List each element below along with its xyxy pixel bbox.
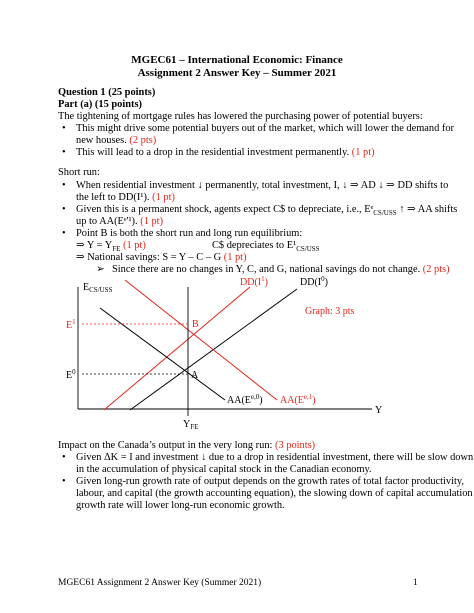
points-label: (1 pt)	[140, 216, 164, 227]
dd-old-label: $DD(I^0)$	[300, 275, 328, 288]
subscript: FE	[112, 245, 121, 254]
q-bullet-2-text: This will lead to a drop in the residential investment permanently.	[76, 147, 350, 158]
points-label: (1 pt)	[123, 240, 146, 251]
part-heading: Part (a) (15 points)	[58, 99, 142, 110]
bullet-icon: •	[62, 147, 66, 158]
points-label: (2 pts)	[129, 135, 157, 146]
sr-bullet-3: Point B is both the short run and long run equilibrium:	[76, 228, 303, 239]
yfe-label: $Y_{FE}$	[183, 419, 199, 431]
q-bullet-1-text: new houses.	[76, 135, 127, 146]
points-label: (1 pt)	[351, 147, 375, 158]
doc-title: MGEC61 – International Economic: Finance	[131, 54, 343, 66]
lr-bullet-1-line-2: in the accumulation of physical capital stock in the Canadian economy.	[76, 464, 372, 475]
lr-bullet-2-line-3: growth rate will lower long-run economic growth.	[76, 500, 285, 511]
point-a-label: A	[191, 370, 199, 381]
sub-bullet-icon: ➢	[96, 264, 105, 275]
bullet-icon: •	[62, 180, 66, 191]
points-label: (3 points)	[275, 440, 316, 451]
lr-bullet-1-line-1: Given ΔK = I and investment ↓ due to a drop in residential investment, there will be slow down	[76, 452, 474, 463]
points-label: (1 pt)	[223, 252, 247, 263]
dd-new-curve	[104, 287, 250, 410]
long-run-heading	[58, 440, 315, 452]
sr-bullet-2-text-2: up to AA(Eᵉ'¹).	[76, 216, 138, 227]
page-number: 1	[413, 578, 418, 588]
points-label: (2 pts)	[422, 264, 450, 275]
short-run-heading: Short run:	[58, 167, 100, 178]
sr-bullet-2-text-b: ↑ ⇒ AA shifts	[399, 204, 458, 215]
y-axis-label: $E_{CS/USS}$	[83, 282, 113, 294]
arrow-text-b: C$ depreciates to E¹	[212, 240, 297, 251]
bullet-icon: •	[62, 204, 66, 215]
sr-bullet-1-line-1: When residential investment ↓ permanently, total investment, I, ↓ ⇒ AD ↓ ⇒ DD shifts to	[76, 180, 449, 191]
question-intro: The tightening of mortgage rules has lowered the purchasing power of potential buyers:	[58, 111, 423, 122]
subscript: CS/USS	[373, 209, 397, 218]
sub-bullet-text: Since there are no changes in Y, C, and G, national savings do not change.	[112, 264, 421, 275]
bullet-icon: •	[62, 123, 66, 134]
arrow-text: ⇒ Y = Y	[76, 240, 113, 251]
footer-text: MGEC61 Assignment 2 Answer Key (Summer 2021)	[58, 578, 262, 588]
bullet-icon: •	[62, 228, 66, 239]
q-bullet-1-line-1: This might drive some potential buyers out of the market, which will lower the demand for	[76, 123, 455, 134]
dd-new-label: $DD(I^1)$	[240, 275, 268, 288]
aa-new-label: $AA(E^{e,1})$	[280, 393, 316, 406]
arrow-text: ⇒ National savings: S = Y – C – G	[76, 252, 222, 263]
sr-bullet-2-text: Given this is a permanent shock, agents expect C$ to depreciate, i.e., Eᵉ	[76, 204, 374, 215]
subscript: CS/USS	[296, 245, 320, 254]
e1-label: $E^1$	[66, 318, 76, 331]
long-run-heading-text: Impact on the Canada’s output in the very long run:	[58, 440, 273, 451]
point-b-label: B	[192, 319, 199, 330]
bullet-icon: •	[62, 452, 66, 463]
graph-points-label: Graph: 3 pts	[305, 306, 355, 317]
bullet-icon: •	[62, 476, 66, 487]
x-axis-label: Y	[375, 405, 383, 416]
lr-bullet-2-line-1: Given long-run growth rate of output depends on the growth rates of total factor productivity,	[76, 476, 465, 487]
question-heading: Question 1 (25 points)	[58, 87, 156, 98]
sr-bullet-1-text: the left to DD(I¹).	[76, 192, 150, 203]
points-label: (1 pt)	[152, 192, 175, 203]
doc-subtitle: Assignment 2 Answer Key – Summer 2021	[137, 67, 337, 79]
aa-old-label: $AA(E^{e,0})$	[227, 393, 263, 406]
lr-bullet-2-line-2: labour, and capital (the growth accounting equation), the slowing down of capital accumulation	[76, 488, 473, 499]
e0-label: $E^0$	[66, 368, 76, 381]
